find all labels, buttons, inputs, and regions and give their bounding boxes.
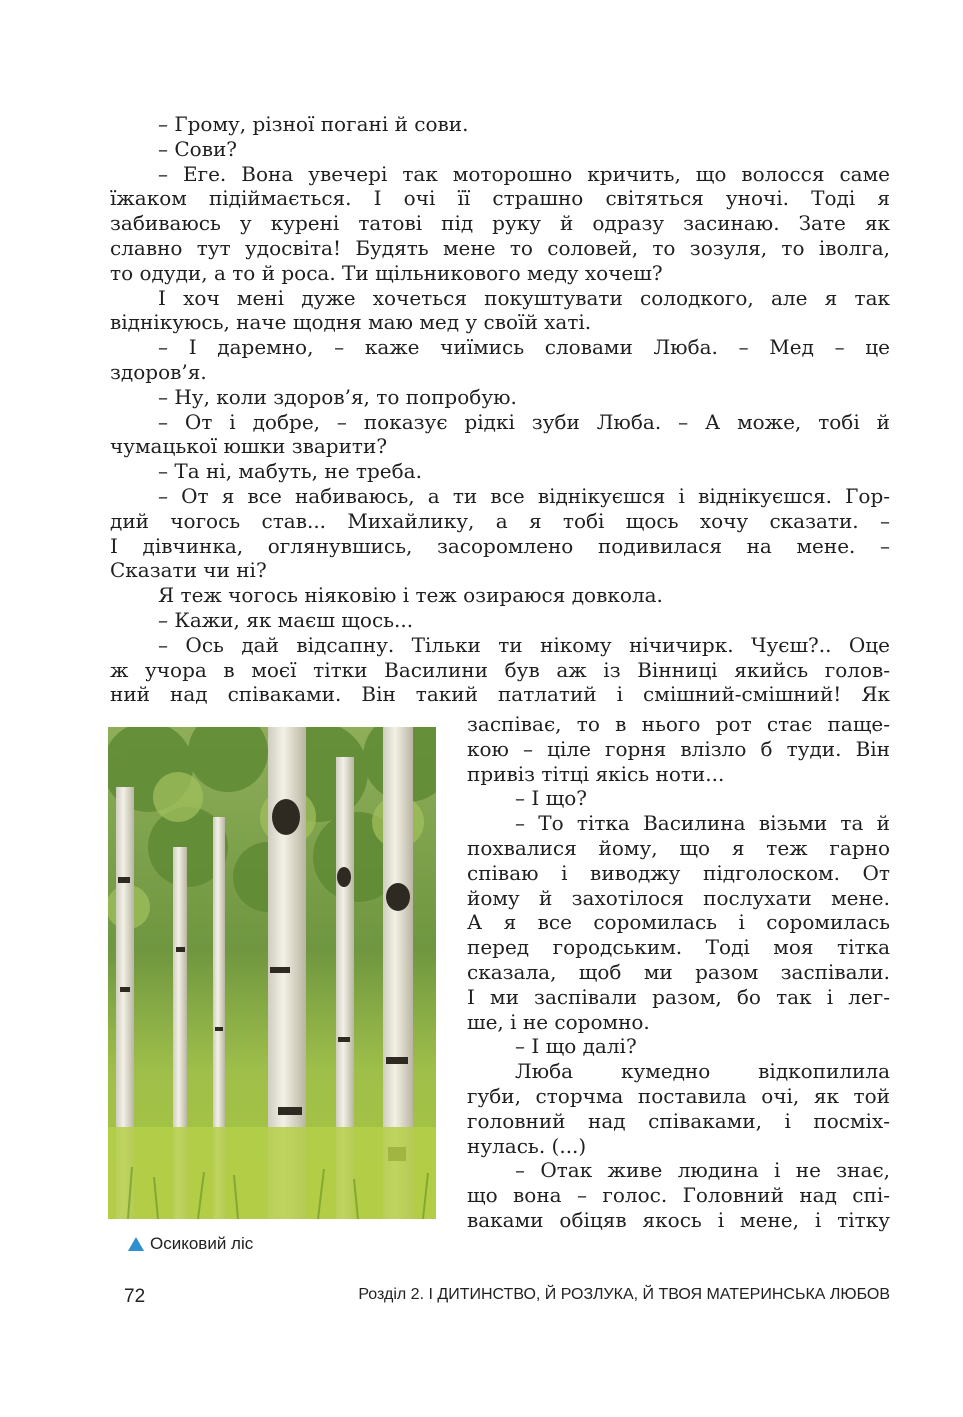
running-header: Розділ 2. І ДИТИНСТВО, Й РОЗЛУКА, Й ТВОЯ МАТЕРИНСЬКА ЛЮБОВ [358, 1286, 890, 1303]
text-line: Люба кумедно відкопилила [515, 1059, 890, 1084]
text-line: чумацької юшки зварити? [110, 434, 388, 459]
text-line: – То тітка Василина візьми та й [515, 811, 890, 836]
aspen-forest-illustration [108, 727, 436, 1219]
text-line: похвалися йому, що я теж гарно [467, 835, 890, 860]
text-line: І ми заспівали разом, бо так і лег- [467, 984, 890, 1009]
text-line: Сказати чи ні? [110, 558, 267, 583]
aspen-forest-photo [108, 727, 436, 1219]
text-line: – І що далі? [515, 1034, 637, 1059]
caption-text: Осиковий ліс [150, 1234, 254, 1253]
text-line: то одуди, а то й роса. Ти щільникового меду хочеш? [110, 260, 663, 285]
text-line: – Кажи, як маєш щось... [158, 607, 414, 632]
text-line: ше, і не соромно. [467, 1009, 650, 1034]
text-line: віднікуюсь, наче щодня маю мед у своїй хаті. [110, 310, 592, 335]
triangle-up-icon [128, 1237, 144, 1251]
text-line: – І даремно, – каже чиїмись словами Люба. – Мед – це [158, 335, 890, 360]
text-line: йому й захотілося послухати мене. [467, 885, 890, 910]
text-line: ж учора в моєї тітки Василини був аж із Вінниці якийсь голов- [110, 657, 890, 682]
text-line: – Грому, різної погані й сови. [158, 112, 469, 136]
text-line: ваками обіцяв якось і мене, і тітку [467, 1207, 890, 1232]
text-line: – Та ні, мабуть, не треба. [158, 459, 422, 484]
text-line: – От і добре, – показує рідкі зуби Люба. – А може, тобі й [158, 409, 890, 434]
text-line: що вона – голос. Головний над спі- [467, 1183, 890, 1208]
text-line: – Ось дай відсапну. Тільки ти нікому нічичирк. Чуєш?.. Оце [158, 632, 890, 657]
text-line: дий чогось став... Михайлику, а я тобі щось хочу сказати. – [110, 508, 890, 533]
text-line: – Отак живе людина і не знає, [515, 1158, 890, 1183]
text-line: забиваюсь у курені татові під руку й одразу засинаю. Зате як [110, 211, 890, 236]
text-line: сказала, щоб ми разом заспівали. [467, 959, 890, 984]
text-line: перед городським. Тоді моя тітка [467, 935, 890, 960]
text-line: І дівчинка, оглянувшись, засоромлено подивилася на мене. – [110, 533, 890, 558]
page-number: 72 [124, 1286, 146, 1307]
text-line: – Ну, коли здоров’я, то попробую. [158, 384, 517, 409]
text-line: ний над співаками. Він такий патлатий і смішний-смішний! Як [110, 682, 890, 707]
text-line: – Сови? [158, 136, 238, 161]
text-line: здоров’я. [110, 359, 207, 384]
text-line: привіз тітці якісь ноти... [467, 761, 725, 786]
text-line: – От я все набиваюсь, а ти все віднікуєшся і віднікуєшся. Гор- [158, 483, 890, 508]
text-line: заспіває, то в нього рот стає паще- [467, 712, 890, 736]
text-line: співаю і виводжу підголоском. От [467, 860, 890, 885]
text-line: – Еге. Вона увечері так моторошно кричить, що волосся саме [158, 161, 890, 186]
text-line: Я теж чогось ніяковію і теж озираюся довкола. [158, 583, 663, 608]
wrapped-text [467, 712, 890, 1233]
text-line: їжаком підіймається. І очі її страшно світяться уночі. Тоді я [110, 186, 890, 211]
text-line: славно тут удосвіта! Будять мене то соловей, то зозуля, то іволга, [110, 235, 890, 260]
photo-caption [128, 1234, 253, 1254]
text-line: губи, сторчма поставила очі, як той [467, 1083, 890, 1108]
text-line: І хоч мені дуже хочеться покуштувати солодкого, але я так [158, 285, 890, 310]
text-line: – І що? [515, 786, 587, 811]
text-line: А я все соромилась і соромилась [467, 910, 890, 935]
text-line: головний над співаками, і посміх- [467, 1108, 890, 1133]
text-line: нулась. (...) [467, 1133, 587, 1158]
text-line: кою – ціле горня влізло б туди. Він [467, 736, 890, 761]
main-text [110, 112, 890, 707]
